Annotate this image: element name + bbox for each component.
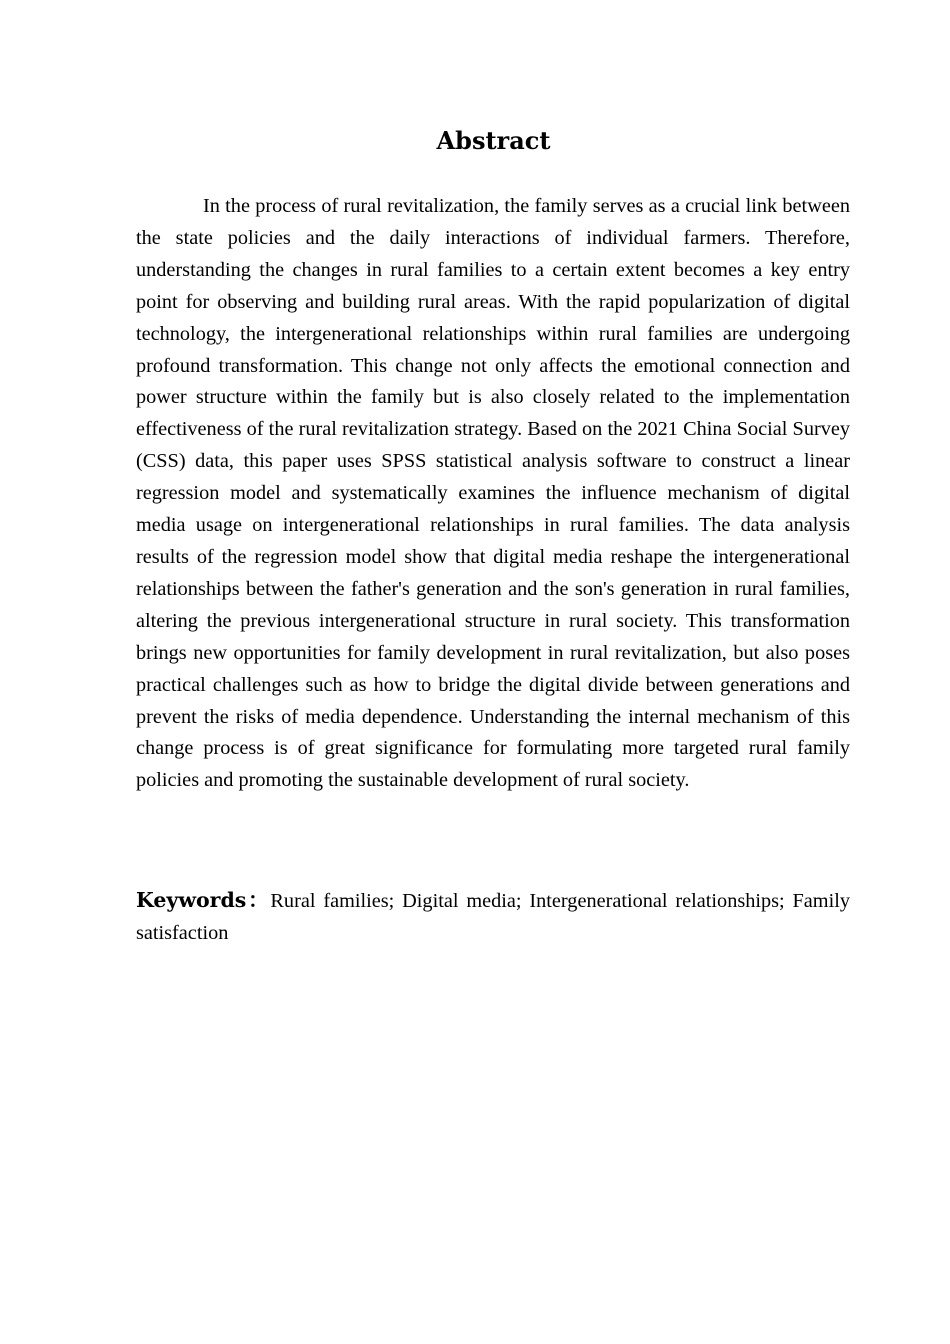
keywords-line: [136, 885, 850, 950]
keywords-label: Keywords：: [136, 888, 271, 912]
abstract-paragraph: In the process of rural revitalization, the family serves as a crucial link between the state policies and the daily interactions of individual farmers. Therefore, understanding the changes in rural families to a certain extent becomes a key entry point for observing and building rural areas. With the rapid popularization of digital technology, the intergenerational relationships within rural families are undergoing profound transformation. This change not only affects the emotional connection and power structure within the family but is also closely related to the implementation effectiveness of the rural revitalization strategy. Based on the 2021 China Social Survey (CSS) data, this paper uses SPSS statistical analysis software to construct a linear regression model and systematically examines the influence mechanism of digital media usage on intergenerational relationships in rural families. The data analysis results of the regression model show that digital media reshape the intergenerational relationships between the father's generation and the son's generation in rural families, altering the previous intergenerational structure in rural society. This transformation brings new opportunities for family development in rural revitalization, but also poses practical challenges such as how to bridge the digital divide between generations and prevent the risks of media dependence. Understanding the internal mechanism of this change process is of great significance for formulating more targeted rural family policies and promoting the sustainable development of rural society.: [136, 195, 850, 792]
keywords-list: Rural families; Digital media; Intergenerational relationships; Family satisfaction: [136, 890, 850, 944]
abstract-title: Abstract: [436, 126, 551, 155]
